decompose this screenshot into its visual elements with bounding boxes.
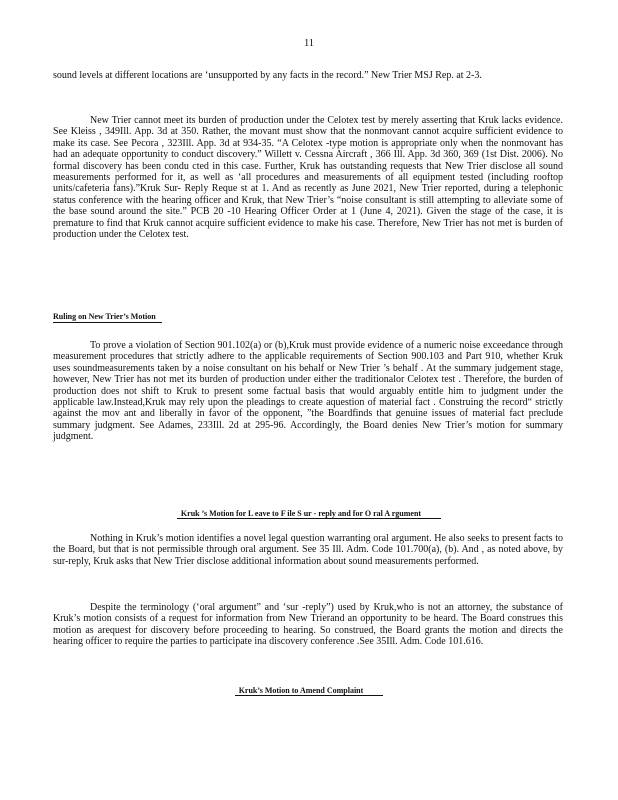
paragraph-text: sound levels at different locations are ‘unsupported by any facts in the record.” New Trier MSJ Rep. at 2-3. — [53, 70, 482, 81]
page-number: 11 — [303, 38, 315, 49]
paragraph-ruling — [53, 340, 563, 443]
heading-text: Kruk ’s Motion for L eave to F ile S ur - reply and for O ral A rgument — [177, 509, 441, 519]
heading-ruling: Ruling on New Trier’s Motion — [53, 312, 162, 323]
heading-amend-complaint — [0, 686, 618, 696]
paragraph-text: New Trier cannot meet its burden of production under the Celotex test by merely asserting that Kruk lacks evidence. See Kleiss , 349Ill. App. 3d at 350. Rather, the movant must show that the nonmovant cannot acquire sufficient evidence to make its case. See Pecora , 323Ill. App. 3d at 934-35. “A Celotex -type motion is appropriate only when the nonmovant has had an adequate opportunity to conduct discovery.” Willett v. Cessna Aircraft , 366 Ill. App. 3d 360, 369 (1st Dist. 2006). No formal discovery has been condu cted in this case. Further, Kruk has outstanding requests that New Trier disclose all sound measurements performed for it, as well as ‘all procedures and measurements of all equipment tested (including rooftop units/cafeteria fans).”Kruk Sur- Reply Reque st at 1. And as recently as June 2021, New Trier reported, during a telephonic status conference with the hearing officer and Kruk, that New Trier’s “noise consultant is still attempting to alleviate some of the base sound around the site.” PCB 20 -10 Hearing Officer Order at 1 (June 4, 2021). Given the stage of the case, it is premature to find that Kruk cannot acquire sufficient evidence to make his case. Therefore, New Trier has not met is burden of production under the Celotex test. — [53, 115, 563, 241]
paragraph-text: Despite the terminology (‘oral argument” and ‘sur -reply”) used by Kruk,who is not an attorney, the substance of Kruk’s motion consists of a request for information from New Trierand an opportunity to be heard. The Board construes this motion as arequest for discovery before proceeding to hearing. So construed, the Board grants the motion and directs the hearing officer to require the parties to participate ina discovery conference .See 35Ill. Adm. Code 101.616. — [53, 602, 563, 648]
paragraph-intro — [53, 70, 563, 81]
paragraph-text: To prove a violation of Section 901.102(a) or (b),Kruk must provide evidence of a numeric noise exceedance through measurement procedures that strictly adhere to the applicable requirements of Section 900.103 and Part 910, whether Kruk uses soundmeasurements taken by a noise consultant on his behalf or New Trier ’s behalf . At the summary judgement stage, however, New Trier has not met its burden of production under either the traditionalor Celotex test . Therefore, the burden of production does not shift to Kruk to present some factual basis that would arguably entitle him to judgment under the applicable law.Instead,Kruk may rely upon the pleadings to create aquestion of material fact . Construing the record“ strictly against the mov ant and liberally in favor of the opponent, ”the Boardfinds that genuine issues of material fact preclude summary judgment. See Adames, 233Ill. 2d at 295-96. Accordingly, the Board denies New Trier’s motion for summary judgment. — [53, 340, 563, 443]
paragraph-celotex — [53, 115, 563, 240]
heading-text: Kruk’s Motion to Amend Complaint — [235, 686, 384, 696]
paragraph-oral-argument — [53, 533, 563, 567]
paragraph-discovery — [53, 602, 563, 648]
paragraph-text: Nothing in Kruk’s motion identifies a novel legal question warranting oral argument. He also seeks to present facts to the Board, but that is not permissible through oral argument. See 35 Ill. Adm. Code 101.700(a), (b). And , as noted above, by sur-reply, Kruk asks that New Trier disclose additional information about sound measurements performed. — [53, 533, 563, 567]
heading-sur-reply-motion — [0, 509, 618, 519]
